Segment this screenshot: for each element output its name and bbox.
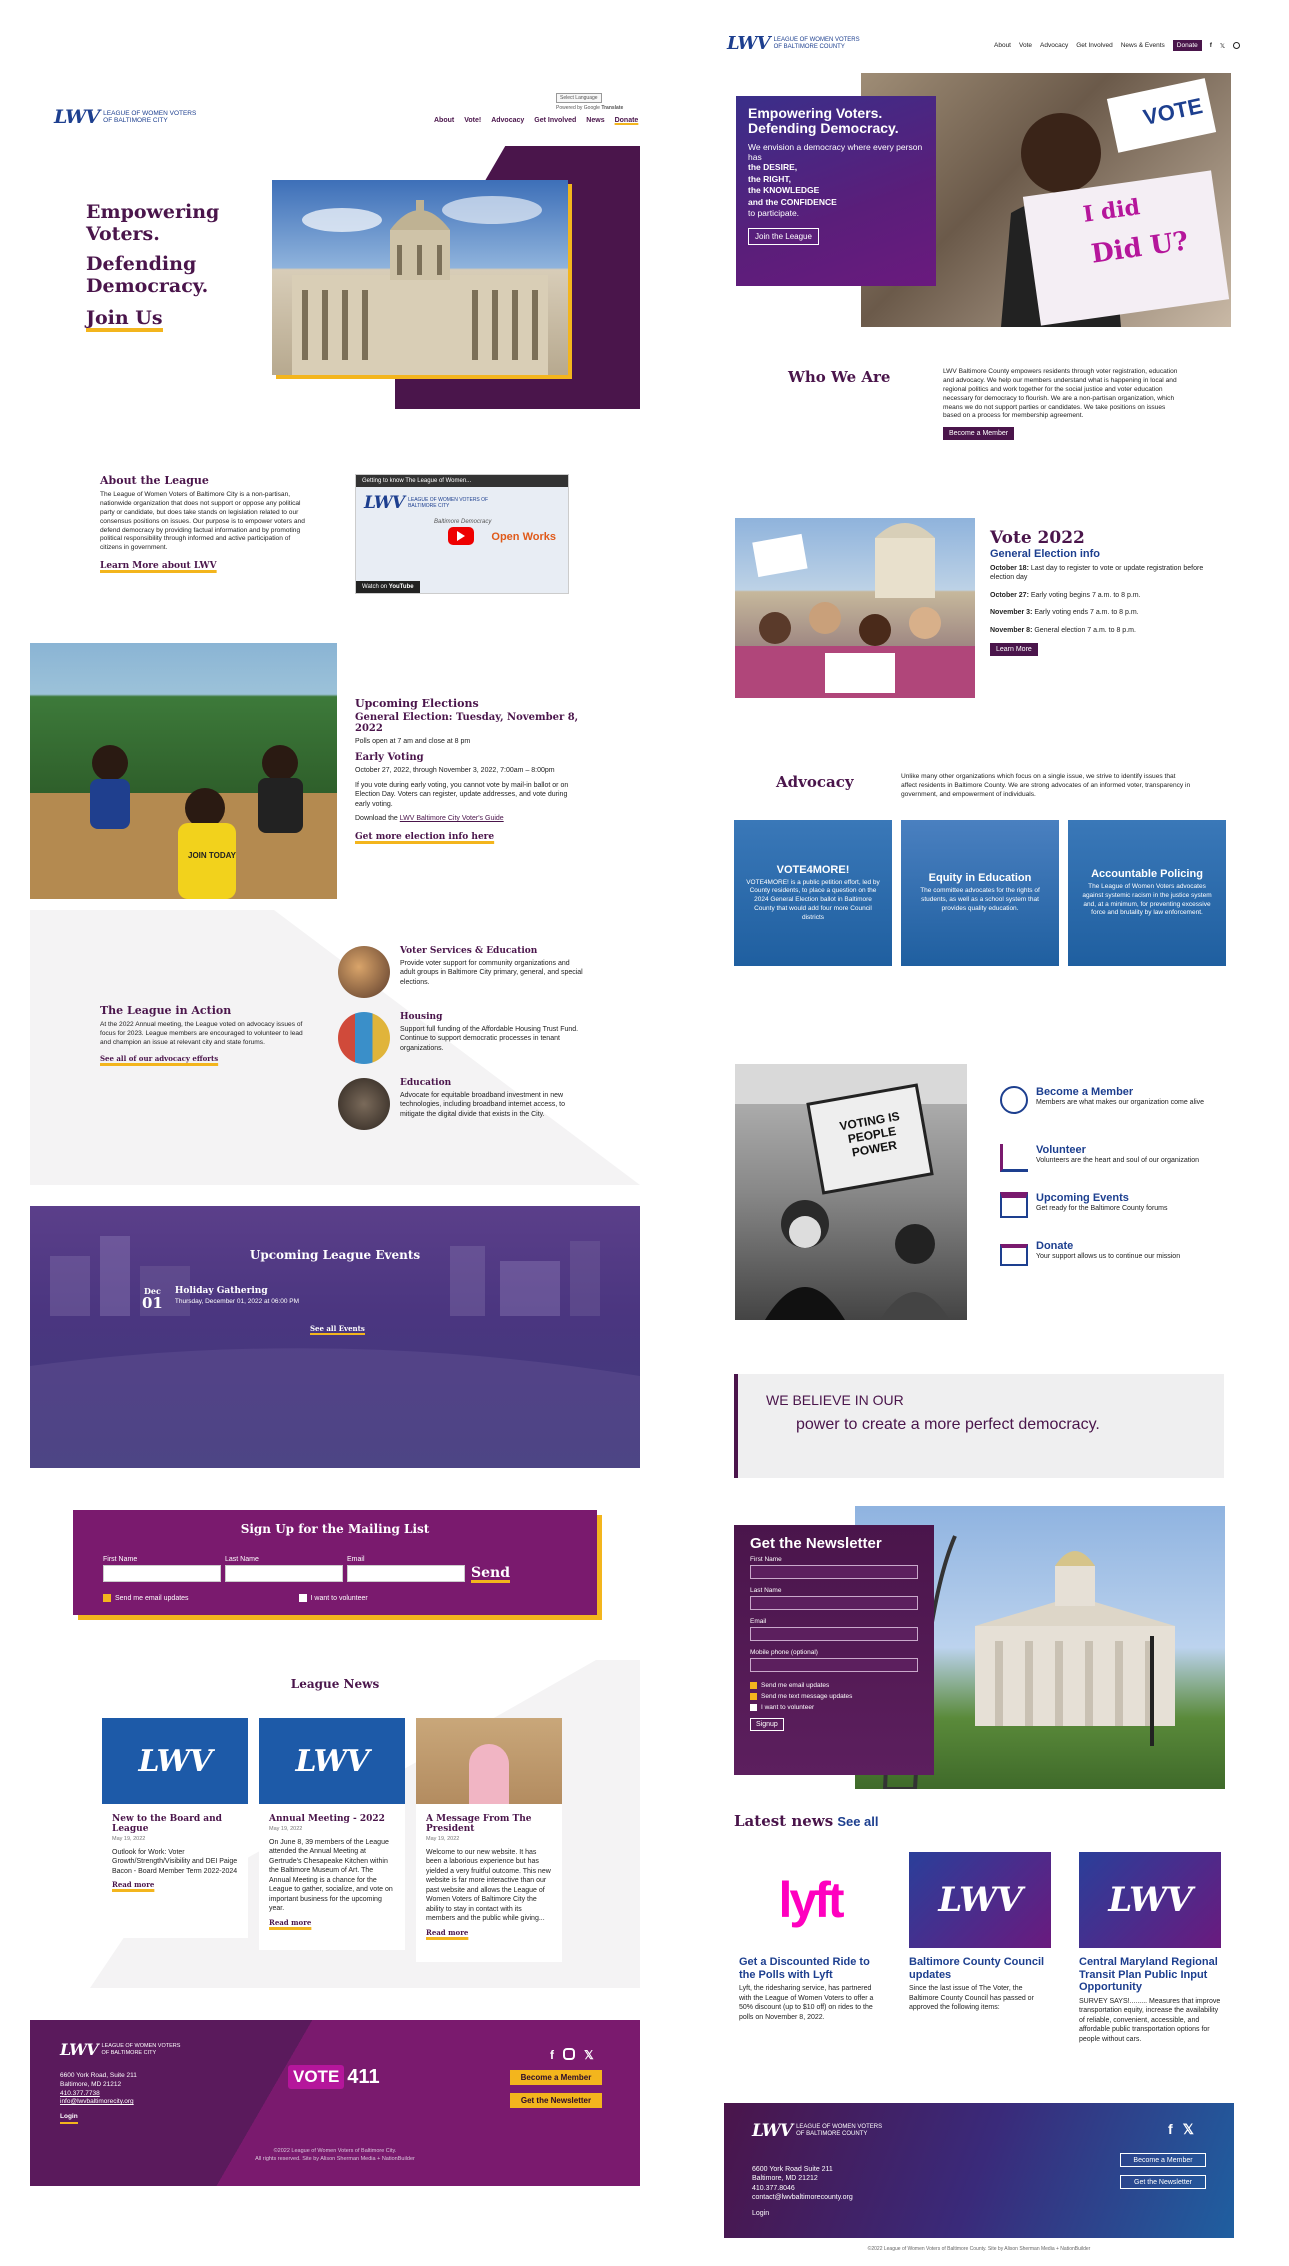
email-label: Email <box>347 1556 365 1563</box>
volunteer-checkbox[interactable] <box>750 1704 757 1711</box>
nav-vote[interactable]: Vote <box>1019 42 1033 49</box>
city-hall-photo <box>272 180 568 375</box>
translate-link[interactable]: Translate <box>601 105 624 111</box>
quote-line-1: WE BELIEVE IN OUR <box>766 1392 904 1408</box>
lwv-mark: LWV <box>727 33 770 54</box>
county-news-cards <box>739 1852 1221 2044</box>
mailing-title: Sign Up for the Mailing List <box>240 1522 430 1536</box>
early-voting-title: Early Voting <box>355 752 424 764</box>
email-updates-label: Send me email updates <box>761 1682 830 1689</box>
become-member-button[interactable]: Become a Member <box>510 2070 602 2085</box>
news-title: League News <box>290 1677 380 1691</box>
news-card-title: Get a Discounted Ride to the Polls with Lyft <box>739 1956 870 1981</box>
read-more-link[interactable]: Read more <box>426 1927 469 1937</box>
involve-item[interactable] <box>1000 1086 1210 1144</box>
vote-photo <box>735 518 975 698</box>
nav-get-involved[interactable]: Get Involved <box>534 117 577 124</box>
logo-line-2: OF BALTIMORE CITY <box>101 2049 157 2056</box>
email-input[interactable] <box>750 1627 918 1641</box>
who-body: LWV Baltimore County empowers residents through voter registration, education and advocacy. We help our members understand what is happening in local and regional politics and work together for the social justice and voter education necessary for democracy to flourish. We are a non-partisan organization, which means we do not support parties or candidates. We take positions on issues based on a process for membership agreement. <box>943 368 1178 420</box>
nav-donate[interactable]: Donate <box>614 117 639 124</box>
lwv-mark: LWV <box>1108 1880 1192 1920</box>
footer-logo[interactable] <box>60 2040 180 2059</box>
footer-address-1: 6600 York Road Suite 211 <box>752 2166 833 2173</box>
news-cards <box>102 1718 562 1962</box>
powered-by: Powered by Google <box>556 105 600 111</box>
footer-email[interactable]: info@lwvbaltimorecity.org <box>60 2098 134 2106</box>
nav-vote[interactable]: Vote! <box>464 117 482 124</box>
volunteer-label: I want to volunteer <box>310 1594 368 1602</box>
news-card-image <box>909 1852 1051 1948</box>
hero-confidence: and the CONFIDENCE <box>748 196 837 207</box>
vote-item <box>990 591 1210 600</box>
facebook-icon[interactable]: f <box>1168 2121 1173 2137</box>
see-all-link[interactable]: See all <box>837 1814 879 1829</box>
translate-widget[interactable] <box>556 93 623 111</box>
history-sign-text: VOTING IS PEOPLE POWER <box>838 1109 901 1160</box>
lyft-logo: lyft <box>778 1872 842 1928</box>
footer-credits: All rights reserved. Site by Alison Sherman Media + NationBuilder <box>255 2155 415 2162</box>
advocacy-tile-body: The League of Women Voters advocates against systemic racism in the justice system and, at a minimum, for preventing excessive force and brutality by law enforcement. <box>1082 882 1212 917</box>
see-all-events-link[interactable]: See all Events <box>310 1324 365 1333</box>
news-card[interactable] <box>416 1718 562 1962</box>
facebook-icon[interactable]: f <box>550 2048 554 2062</box>
twitter-icon[interactable]: 𝕏 <box>1182 2121 1194 2137</box>
lwv-mark: LWV <box>752 2121 793 2141</box>
news-card-date: May 19, 2022 <box>426 1836 460 1842</box>
advocacy-tile-body: The committee advocates for the rights of students, as well as a school system that provides quality education. <box>920 887 1040 912</box>
action-section <box>100 1004 315 1063</box>
city-logo[interactable] <box>54 103 214 131</box>
vote411-logo[interactable] <box>288 2065 380 2089</box>
volunteer-option[interactable] <box>299 1594 368 1602</box>
involve-item[interactable] <box>1000 1144 1210 1192</box>
county-copyright: ©2022 League of Women Voters of Baltimore County. Site by Alison Sherman Media + NationBuilder <box>867 2246 1091 2252</box>
news-card-title: A Message From The President <box>426 1814 532 1834</box>
nav-about[interactable]: About <box>434 117 455 124</box>
polls-text: Polls open at 7 am and close at 8 pm <box>355 738 471 745</box>
news-card[interactable] <box>1079 1852 1221 2044</box>
text-updates-checkbox[interactable] <box>750 1693 757 1700</box>
action-item <box>338 1078 583 1140</box>
vote411-badge: VOTE <box>288 2065 344 2089</box>
advocacy-title: Advocacy <box>776 773 854 791</box>
involve-item-title: Upcoming Events <box>1036 1192 1129 1204</box>
guide-prefix: Download the <box>355 815 398 823</box>
news-card-body: On June 8, 39 members of the League attended the Annual Meeting at Gertrude's Chesapeake Kitchen within the Baltimore Museum of Art. The Annual Meeting is a chance for the League to gather, socialize, and vote on important business for the upcoming year. <box>269 1839 393 1913</box>
about-body: The League of Women Voters of Baltimore City is a non-partisan, nationwide organization that does not support or oppose any political party or candidate, but does take stands on legislation related to our consensus positions on issues. Our purpose is to empower voters and defend democracy by providing factual information and by promoting political responsibility through informed and active participation of citizens in government. <box>100 491 305 552</box>
video-logo-text: LEAGUE OF WOMEN VOTERS OF BALTIMORE CITY <box>408 497 489 509</box>
advocacy-tile[interactable] <box>734 820 892 966</box>
become-member-button[interactable]: Become a Member <box>943 427 1014 440</box>
advocacy-tile[interactable] <box>1068 820 1226 966</box>
sign-did-u: Did U? <box>1089 226 1191 270</box>
hero-desire: the DESIRE, <box>748 162 798 173</box>
hero-title-1: Empowering Voters. <box>748 105 883 121</box>
hero-headline <box>86 202 219 332</box>
hero-body-2: to participate. <box>748 208 800 219</box>
sign-vote: VOTE <box>1140 93 1205 130</box>
about-section <box>100 474 310 571</box>
involve-list <box>1000 1086 1210 1288</box>
volunteer-label: I want to volunteer <box>761 1704 815 1712</box>
email-updates-checkbox[interactable] <box>103 1594 111 1602</box>
county-hero-card <box>736 96 936 286</box>
footer-address-2: Baltimore, MD 21212 <box>60 2080 122 2088</box>
join-us-link[interactable]: Join Us <box>86 309 163 332</box>
email-label: Email <box>750 1618 767 1625</box>
early-voting-dates: October 27, 2022, through November 3, 2022, 7:00am – 8:00pm <box>355 767 555 775</box>
advocacy-tile-title: Accountable Policing <box>1091 867 1203 880</box>
first-name-input[interactable] <box>750 1565 918 1579</box>
nav-advocacy[interactable]: Advocacy <box>491 117 525 124</box>
action-list <box>338 946 583 1140</box>
education-image <box>338 1078 390 1130</box>
footer-login[interactable]: Login <box>752 2209 770 2217</box>
search-icon[interactable] <box>1233 42 1240 49</box>
county-logo[interactable] <box>727 33 860 54</box>
action-body: At the 2022 Annual meeting, the League voted on advocacy issues of focus for 2023. League members are encouraged to volunteer to lead and champion an issue at relevant city and state forums. <box>100 1021 303 1046</box>
involve-item-body: Get ready for the Baltimore County forums <box>1036 1205 1168 1212</box>
become-member-button[interactable]: Become a Member <box>1120 2153 1206 2167</box>
vote-item-date: October 18: <box>990 565 1029 572</box>
play-button[interactable] <box>448 527 474 545</box>
who-title: Who We Are <box>788 368 891 386</box>
footer-logo[interactable] <box>752 2121 882 2141</box>
nav-advocacy[interactable]: Advocacy <box>1040 42 1069 49</box>
video-lwv-mark: LWV <box>364 493 405 513</box>
hero-line-1: Empowering <box>86 201 220 223</box>
advocacy-tile[interactable] <box>901 820 1059 966</box>
instagram-icon[interactable] <box>563 2048 575 2060</box>
election-photo <box>30 643 337 899</box>
video-title: Getting to know The League of Women... <box>356 475 568 487</box>
email-input[interactable] <box>347 1565 465 1582</box>
advocacy-tiles <box>734 820 1226 966</box>
watch-on-youtube[interactable] <box>356 581 420 593</box>
action-item <box>338 946 583 1008</box>
action-item-title: Housing <box>400 1012 443 1022</box>
play-icon <box>457 531 465 541</box>
news-card-body: Welcome to our new website. It has been a laborious experience but has yielded a very fruitful outcome. This new website is far more interactive than our past website and allows the League of Women Voters of Baltimore City the ability to stay in contact with its members and the public while giving... <box>426 1849 551 1923</box>
event-item[interactable] <box>142 1286 299 1311</box>
news-card-body: Since the last issue of The Voter, the Baltimore County Council has passed or approved the following items: <box>909 1985 1034 2012</box>
advocacy-body: Unlike many other organizations which focus on a single issue, we strive to identify issues that affect residents in Baltimore County. We are strong advocates of an informed voter, transparency in government, and empowerment of individuals. <box>901 773 1191 798</box>
action-item-body: Advocate for equitable broadband investment in new technologies, including broadband internet access, to mitigate the digital divide that exists in the City. <box>400 1092 565 1118</box>
news-card-title: New to the Board and League <box>112 1814 222 1834</box>
join-league-button[interactable]: Join the League <box>748 228 819 245</box>
news-card-date: May 19, 2022 <box>269 1826 303 1832</box>
vote-item-date: November 8: <box>990 626 1033 634</box>
housing-image <box>338 1012 390 1064</box>
email-updates-option[interactable] <box>750 1680 918 1691</box>
video-caption: Baltimore Democracy <box>434 519 492 525</box>
members-icon <box>1000 1086 1028 1114</box>
hero-line-4: Democracy. <box>86 274 209 297</box>
involve-item[interactable] <box>1000 1192 1210 1240</box>
lwv-mark: LWV <box>54 106 100 128</box>
vote411-number: 411 <box>347 2065 380 2088</box>
newsletter-title: Get the Newsletter <box>750 1535 882 1552</box>
phone-label: Mobile phone (optional) <box>750 1649 818 1656</box>
nav-donate-button[interactable]: Donate <box>1173 40 1202 51</box>
read-more-link[interactable]: Read more <box>112 1880 155 1890</box>
vote-item <box>990 564 1210 583</box>
vote-item-date: November 3: <box>990 609 1033 617</box>
vote-section <box>990 528 1210 656</box>
email-updates-label: Send me email updates <box>115 1594 189 1602</box>
calendar-icon <box>1000 1192 1028 1218</box>
volunteer-checkbox[interactable] <box>299 1594 307 1602</box>
sign-i-did: I did <box>1081 194 1142 228</box>
learn-more-link[interactable]: Learn More about LWV <box>100 561 217 572</box>
hero-title-2: Defending Democracy. <box>748 120 899 137</box>
twitter-icon[interactable]: 𝕏 <box>584 2048 594 2062</box>
youtube-label: YouTube <box>388 584 414 590</box>
early-voting-body: If you vote during early voting, you cannot vote by mail-in ballot or on Election Day. Voters can register, update addresses, and vote during early voting. <box>355 781 569 808</box>
footer-phone[interactable]: 410.377.7738 <box>60 2089 100 2097</box>
footer-phone[interactable]: 410.377.8046 <box>752 2184 795 2192</box>
footer-address-1: 6600 York Road, Suite 211 <box>60 2072 137 2079</box>
nav-get-involved[interactable]: Get Involved <box>1076 42 1113 49</box>
action-title: The League in Action <box>100 1004 232 1017</box>
footer-social <box>550 2048 594 2062</box>
twitter-icon[interactable]: 𝕏 <box>1219 42 1226 50</box>
nav-news-events[interactable]: News & Events <box>1120 42 1165 49</box>
nav-about[interactable]: About <box>994 42 1011 49</box>
voter-guide-link[interactable]: LWV Baltimore City Voter's Guide <box>399 815 504 823</box>
action-item-title: Education <box>400 1078 452 1088</box>
send-button[interactable]: Send <box>471 1565 510 1581</box>
first-name-input[interactable] <box>103 1565 221 1582</box>
action-item-body: Provide voter support for community organizations and adult groups in Baltimore City primary, general, and special elections. <box>400 960 583 986</box>
event-month: Dec <box>143 1286 161 1296</box>
lwv-mark: LWV <box>938 1880 1022 1920</box>
news-card-body: Lyft, the ridesharing service, has partnered with the League of Women Voters to offer a 50% discount (up to $10 off) on rides to the polls on November 8, 2022. <box>739 1985 874 2021</box>
about-title: About the League <box>100 474 209 487</box>
vote-item <box>990 608 1210 617</box>
email-updates-option[interactable] <box>103 1594 189 1602</box>
action-item <box>338 1012 583 1074</box>
logo-line-1: LEAGUE OF WOMEN VOTERS <box>773 36 860 43</box>
newsletter-form <box>734 1525 934 1775</box>
vote-item-text: Last day to register to vote or update registration before election day <box>990 565 1204 582</box>
vote-subtitle: General Election info <box>990 548 1101 560</box>
involve-item[interactable] <box>1000 1240 1210 1288</box>
vote-item-text: Early voting ends 7 a.m. to 8 p.m. <box>1034 609 1139 617</box>
election-info-link[interactable]: Get more election info here <box>355 831 495 842</box>
facebook-icon[interactable]: f <box>1209 42 1212 49</box>
news-card[interactable] <box>259 1718 405 1950</box>
email-updates-checkbox[interactable] <box>750 1682 757 1689</box>
news-card-title: Baltimore County Council updates <box>909 1956 1045 1981</box>
logo-line-1: LEAGUE OF WOMEN VOTERS <box>796 2124 883 2131</box>
get-newsletter-button[interactable]: Get the Newsletter <box>1120 2175 1206 2189</box>
involve-item-body: Your support allows us to continue our mission <box>1036 1253 1181 1260</box>
hero-line-3: Defending <box>86 252 197 275</box>
elections-title: Upcoming Elections <box>355 697 479 710</box>
elections-section <box>355 697 580 842</box>
volunteer-icon <box>1000 1144 1028 1172</box>
text-updates-option[interactable] <box>750 1691 918 1702</box>
mailing-list-form <box>73 1510 597 1615</box>
footer-copyright: ©2022 League of Women Voters of Baltimore City. <box>273 2148 397 2154</box>
text-updates-label: Send me text message updates <box>761 1693 853 1701</box>
last-name-label: Last Name <box>225 1556 259 1563</box>
footer-login[interactable]: Login <box>60 2113 78 2124</box>
quote-line-2: power to create a more perfect democracy. <box>796 1416 1100 1433</box>
involve-item-title: Volunteer <box>1036 1144 1086 1156</box>
voter-services-image <box>338 946 390 998</box>
news-card[interactable] <box>739 1852 881 2044</box>
lwv-mark: LWV <box>60 2040 98 2059</box>
news-card-title: Central Maryland Regional Transit Plan Public Input Opportunity <box>1079 1956 1218 1994</box>
get-newsletter-button[interactable]: Get the Newsletter <box>510 2093 602 2108</box>
join-today-sign: JOIN TODAY <box>188 851 237 860</box>
lwv-mark: LWV <box>295 1743 369 1779</box>
footer-address-2: Baltimore, MD 21212 <box>752 2175 818 2183</box>
vote-item-text: Early voting begins 7 a.m. to 8 p.m. <box>1030 591 1141 599</box>
donate-icon <box>1000 1244 1028 1266</box>
advocacy-tile-body: VOTE4MORE! is a public petition effort, led by County residents, to place a question on the 2024 General Election ballot in Baltimore County that would add four more Council districts <box>746 878 880 921</box>
elections-subtitle: General Election: Tuesday, November 8, 2022 <box>355 712 579 734</box>
logo-line-1: LEAGUE OF WOMEN VOTERS <box>101 2043 181 2050</box>
watch-on-label: Watch on <box>362 584 388 590</box>
first-name-label: First Name <box>103 1556 138 1563</box>
latest-news-title: Latest news <box>734 1812 834 1830</box>
involve-item-title: Become a Member <box>1036 1086 1134 1098</box>
president-photo <box>416 1718 562 1804</box>
belief-quote <box>734 1374 1224 1478</box>
advocacy-tile-title: Equity in Education <box>928 872 1032 885</box>
lwv-mark: LWV <box>138 1743 212 1779</box>
county-footer <box>724 2103 1234 2238</box>
events-section <box>30 1206 640 1468</box>
news-card-body: Outlook for Work: Voter Growth/Strength/Visibility and DEI Paige Bacon - Board Member Term 2022-2024 <box>112 1849 238 1875</box>
county-nav <box>994 40 1240 51</box>
hero-body-1: We envision a democracy where every person has <box>748 141 923 162</box>
news-card-image <box>259 1718 405 1804</box>
hero-knowledge: the KNOWLEDGE <box>748 185 820 196</box>
video-embed[interactable] <box>355 474 569 594</box>
logo-line-1: LEAGUE OF WOMEN VOTERS <box>103 109 197 117</box>
logo-line-2: OF BALTIMORE COUNTY <box>773 43 845 50</box>
involve-item-body: Volunteers are the heart and soul of our organization <box>1036 1157 1200 1164</box>
involve-item-title: Donate <box>1036 1240 1074 1252</box>
phone-input[interactable] <box>750 1658 918 1672</box>
advocacy-tile-title: VOTE4MORE! <box>776 863 850 876</box>
city-footer <box>30 2020 640 2186</box>
news-card-date: May 19, 2022 <box>112 1836 146 1842</box>
volunteer-option[interactable] <box>750 1702 918 1713</box>
hero-right: the RIGHT, <box>748 173 791 184</box>
who-section <box>943 368 1181 440</box>
event-name: Holiday Gathering <box>174 1286 268 1296</box>
logo-line-2: OF BALTIMORE CITY <box>103 117 168 124</box>
news-card-body: SURVEY SAYS!......... Measures that improve transportation equity, increase the availability of reliable, convenient, accessible, and affordable public transportation options for people without cars. <box>1079 1997 1221 2043</box>
event-when: Thursday, December 01, 2022 at 06:00 PM <box>174 1298 300 1305</box>
logo-line-2: OF BALTIMORE COUNTY <box>796 2131 868 2137</box>
news-card[interactable] <box>102 1718 248 1938</box>
advocacy-efforts-link[interactable]: See all of our advocacy efforts <box>100 1053 219 1063</box>
lyft-image <box>739 1852 881 1948</box>
nav-news[interactable]: News <box>586 117 605 124</box>
language-select[interactable]: Select Language <box>556 93 602 103</box>
last-name-input[interactable] <box>225 1565 343 1582</box>
involve-item-body: Members are what makes our organization come alive <box>1036 1099 1205 1106</box>
hero-line-2: Voters. <box>86 222 160 245</box>
history-photo <box>735 1064 967 1320</box>
action-item-body: Support full funding of the Affordable Housing Trust Fund. Continue to support democratic processes in tenant organizations. <box>400 1026 579 1052</box>
event-day: 01 <box>142 1294 163 1312</box>
learn-more-button[interactable]: Learn More <box>990 643 1038 656</box>
news-card-image <box>102 1718 248 1804</box>
footer-email[interactable]: contact@lwvbaltimorecounty.org <box>752 2194 853 2202</box>
city-nav <box>434 117 638 124</box>
latest-news-header <box>734 1812 879 1830</box>
last-name-input[interactable] <box>750 1596 918 1610</box>
news-card-image <box>1079 1852 1221 1948</box>
vote-item <box>990 626 1210 635</box>
news-card[interactable] <box>909 1852 1051 2044</box>
first-name-label: First Name <box>750 1556 782 1563</box>
vote-title: Vote 2022 <box>990 528 1085 548</box>
news-card-title: Annual Meeting - 2022 <box>269 1814 385 1824</box>
vote-item-date: October 27: <box>990 591 1029 599</box>
last-name-label: Last Name <box>750 1587 782 1594</box>
action-item-title: Voter Services & Education <box>400 946 538 956</box>
events-title: Upcoming League Events <box>249 1248 421 1262</box>
signup-button[interactable]: Signup <box>750 1718 784 1731</box>
video-brand: Open Works <box>491 531 556 543</box>
read-more-link[interactable]: Read more <box>269 1917 312 1927</box>
vote-item-text: General election 7 a.m. to 8 p.m. <box>1034 626 1136 634</box>
